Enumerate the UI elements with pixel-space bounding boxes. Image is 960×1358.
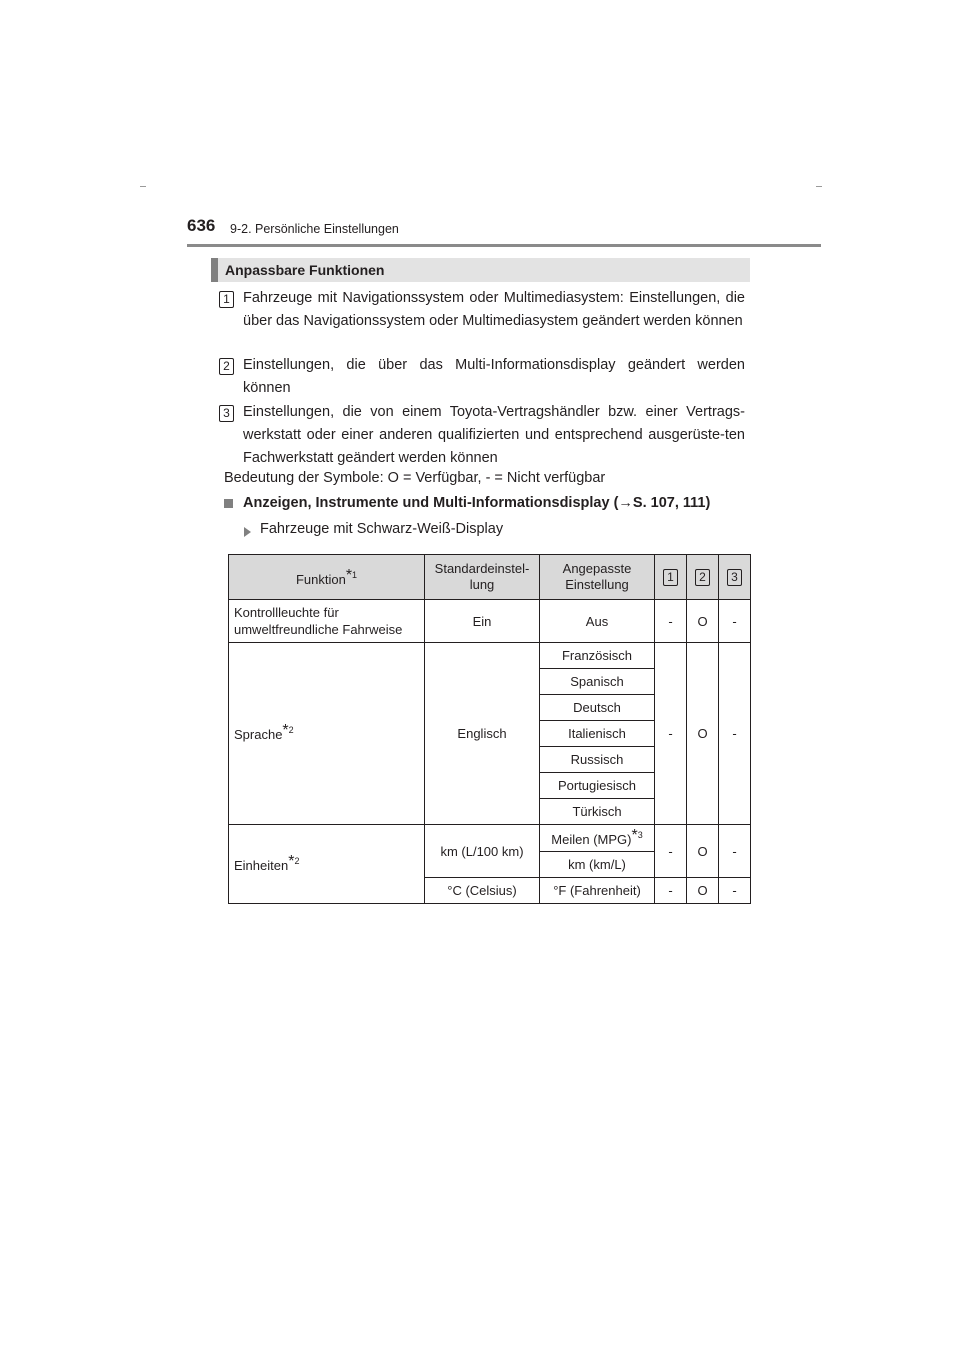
triangle-bullet-icon (244, 527, 251, 537)
asterisk-icon: * (288, 852, 295, 870)
number-box-1: 1 (663, 569, 678, 586)
subsection-heading: Anzeigen, Instrumente und Multi-Informationsdisplay (→S. 107, 111) (243, 495, 711, 511)
footnote-ref: 1 (352, 569, 358, 580)
asterisk-icon: * (282, 722, 289, 739)
units-distance-col-1: - (655, 825, 687, 878)
item-number-3: 3 (219, 405, 234, 422)
language-col-2: O (687, 643, 719, 825)
item-text-2: Einstellungen, die über das Multi-Informationsdisplay geändert werden können (243, 357, 745, 396)
header-col-3 (719, 555, 751, 600)
header-custom: Angepasste Einstellung (540, 555, 655, 600)
section-bar-accent (211, 258, 218, 282)
language-option: Russisch (540, 747, 655, 773)
units-function-cell (229, 825, 425, 904)
header-default: Standardeinstel-lung (425, 555, 540, 600)
units-distance-col-2: O (687, 825, 719, 878)
eco-col-3: - (719, 600, 751, 643)
language-col-1: - (655, 643, 687, 825)
language-option: Spanisch (540, 669, 655, 695)
eco-default-cell: Ein (425, 600, 540, 643)
chapter-title: 9-2. Persönliche Einstellungen (230, 222, 399, 236)
crop-mark-left (140, 186, 146, 187)
footnote-ref: 2 (288, 725, 294, 735)
header-rule (187, 244, 821, 247)
units-km-cell: km (km/L) (540, 852, 655, 878)
header-col-1 (655, 555, 687, 600)
footnote-ref: 3 (637, 829, 643, 840)
table-row (229, 643, 751, 669)
eco-function-cell: Kontrollleuchte für umweltfreundliche Fahrweise (229, 600, 425, 643)
units-temp-col-1: - (655, 878, 687, 904)
eco-custom-cell: Aus (540, 600, 655, 643)
section-title: Anpassbare Funktionen (225, 262, 385, 278)
language-label: Sprache (234, 727, 283, 742)
language-option: Französisch (540, 643, 655, 669)
units-distance-col-3: - (719, 825, 751, 878)
page-number: 636 (187, 216, 216, 235)
item-number-1: 1 (219, 291, 234, 308)
units-label: Einheiten (234, 857, 289, 873)
crop-mark-right (816, 186, 822, 187)
header-function (229, 555, 425, 600)
table-row (229, 600, 751, 643)
units-temp-custom-cell: °F (Fahrenheit) (540, 878, 655, 904)
units-temp-col-3: - (719, 878, 751, 904)
section-heading-bar (211, 258, 750, 282)
header-col-2 (687, 555, 719, 600)
symbol-legend: Bedeutung der Symbole: O = Verfügbar, - = Nicht verfügbar (224, 470, 606, 486)
item-number-2: 2 (219, 358, 234, 375)
units-temp-default-cell: °C (Celsius) (425, 878, 540, 904)
units-distance-default-cell: km (L/100 km) (425, 825, 540, 878)
language-option: Portugiesisch (540, 773, 655, 799)
units-temp-col-2: O (687, 878, 719, 904)
table-row (229, 825, 751, 852)
asterisk-icon: * (345, 566, 353, 584)
units-miles-cell (540, 825, 655, 852)
item-text-3: Einstellungen, die von einem Toyota-Vertragshändler bzw. einer Vertrags-werkstatt oder einer anderen qualifizierten und entsprechend ausgerüste-ten Fachwerkstatt geändert werden können (243, 404, 745, 466)
number-box-3: 3 (727, 569, 742, 586)
footnote-ref: 2 (294, 855, 300, 866)
square-bullet-icon (224, 499, 233, 508)
eco-col-1: - (655, 600, 687, 643)
item-text-1: Fahrzeuge mit Navigationssystem oder Multimediasystem: Einstellungen, die über das Navigationssystem oder Multimediasystem geändert werden können (243, 290, 745, 329)
language-col-3: - (719, 643, 751, 825)
language-option: Italienisch (540, 721, 655, 747)
settings-table (228, 554, 751, 904)
asterisk-icon: * (631, 826, 638, 844)
display-type-label: Fahrzeuge mit Schwarz-Weiß-Display (260, 521, 504, 537)
eco-col-2: O (687, 600, 719, 643)
language-function-cell (229, 643, 425, 825)
header-function-label: Funktion (295, 571, 346, 587)
language-option: Türkisch (540, 799, 655, 825)
language-option: Deutsch (540, 695, 655, 721)
language-default-cell: Englisch (425, 643, 540, 825)
number-box-2: 2 (695, 569, 710, 586)
table-header-row (229, 555, 751, 600)
units-miles-label: Meilen (MPG) (551, 831, 632, 847)
